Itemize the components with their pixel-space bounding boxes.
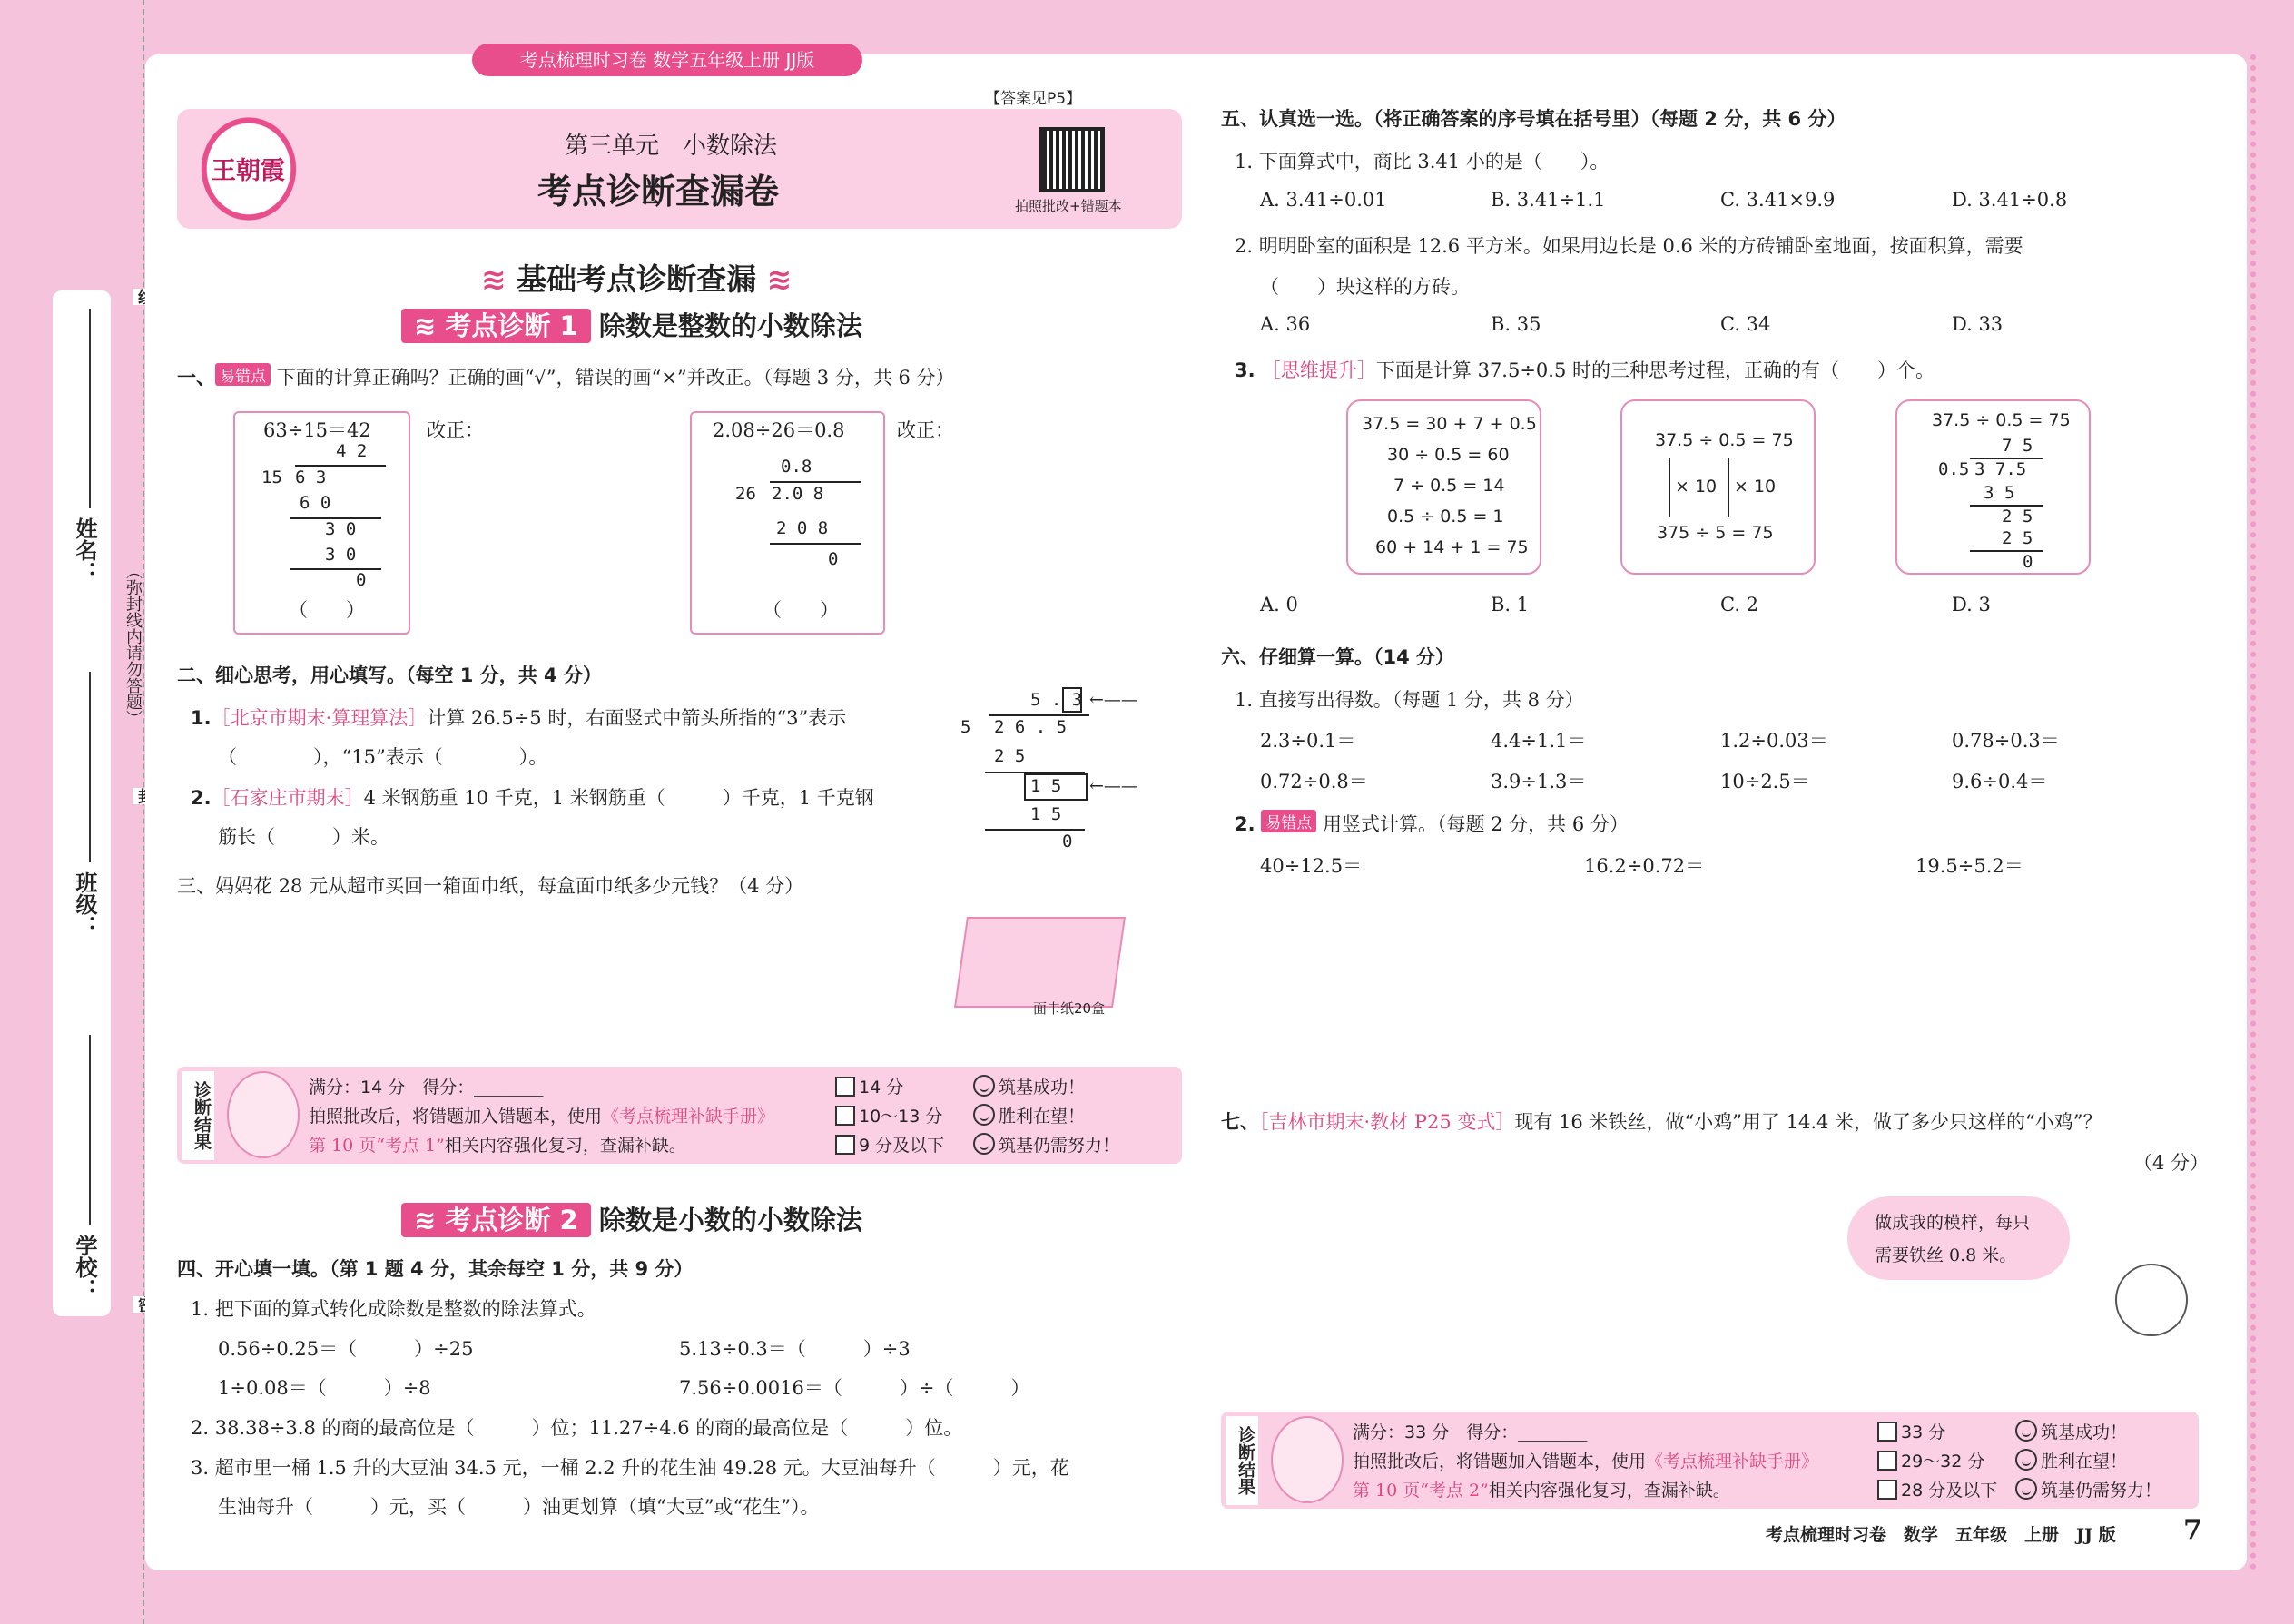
opt-score: 33 分 xyxy=(1901,1422,1946,1442)
result2-advice-a: 拍照批改后，将错题加入错题本，使用 xyxy=(1353,1452,1647,1471)
q6-calc[interactable]: 1.2÷0.03＝ xyxy=(1720,730,1828,752)
q2-div-divisor: 5 xyxy=(960,717,971,737)
q1b-div-divisor: 26 xyxy=(735,484,756,504)
bubble-line2: 需要铁丝 0.8 米。 xyxy=(1875,1245,2017,1265)
q2-div-quotient: 5 . 3 xyxy=(1030,690,1083,710)
q2-div-remainder: 0 xyxy=(1062,832,1073,851)
q6-calc[interactable]: 10÷2.5＝ xyxy=(1720,771,1810,792)
q1a-div-divisor: 15 xyxy=(261,468,282,487)
q2-div-step: 1 5 xyxy=(1030,804,1062,824)
checkbox[interactable] xyxy=(1877,1480,1897,1500)
q6-i2-tag: 易错点 xyxy=(1261,810,1316,832)
q5-i3-optC[interactable]: C. 2 xyxy=(1720,594,1759,615)
diag1-heading xyxy=(401,306,862,343)
opt-score: 10～13 分 xyxy=(859,1107,943,1127)
q5-instruction xyxy=(1221,104,1846,132)
q1-tag: 易错点 xyxy=(215,363,271,386)
result2-msg xyxy=(2015,1477,2161,1501)
opt-score: 9 分及以下 xyxy=(859,1136,945,1156)
q6-vertical[interactable]: 40÷12.5＝ xyxy=(1260,855,1363,877)
q1b-div-bar xyxy=(770,481,861,483)
q6-calc[interactable]: 0.72÷0.8＝ xyxy=(1260,771,1368,792)
footer-text: 考点梳理时习卷 数学 五年级 上册 JJ 版 xyxy=(1766,1525,2116,1545)
box3-dividend: 3 7.5 xyxy=(1974,459,2027,479)
q1b-div-step: 2 0 8 xyxy=(776,518,829,538)
down-arrow-icon xyxy=(1669,458,1670,517)
q2-div-step: 2 5 xyxy=(994,746,1026,766)
box2-mult: × 10 xyxy=(1734,477,1777,497)
q5-i3-src: ［思维提升］ xyxy=(1261,359,1376,381)
q1a-div-step: 3 0 xyxy=(325,545,357,565)
opt-msg: 胜利在望！ xyxy=(2041,1452,2128,1471)
q5-i2-optD[interactable]: D. 33 xyxy=(1952,313,2004,335)
q4-item3a[interactable]: 3. 超市里一桶 1.5 升的大豆油 34.5 元，一桶 2.2 升的花生油 49.28 元。大豆油每升（ ）元，花 xyxy=(191,1457,1069,1479)
checkbox[interactable] xyxy=(1877,1451,1897,1471)
q5-item1[interactable]: 1. 下面算式中，商比 3.41 小的是（ ）。 xyxy=(1235,151,1610,172)
q2-item2-blanks[interactable]: 筋长（ ）米。 xyxy=(218,826,389,848)
tissue-box-image xyxy=(954,917,1126,1008)
result2-page: 第 10 页“考点 2” xyxy=(1353,1481,1489,1501)
q6-calc[interactable]: 4.4÷1.1＝ xyxy=(1491,730,1587,752)
q1a-div-quotient: 4 2 xyxy=(336,441,368,461)
q5-i2-optC[interactable]: C. 34 xyxy=(1720,313,1771,335)
q5-i3-optD[interactable]: D. 3 xyxy=(1952,594,1991,615)
q5-i1-optC[interactable]: C. 3.41×9.9 xyxy=(1720,189,1836,211)
section-title-text: 基础考点诊断查漏 xyxy=(517,261,757,297)
q2-div-highlight xyxy=(1062,687,1082,713)
box2-line: 375 ÷ 5 = 75 xyxy=(1657,523,1774,543)
result1-msg xyxy=(973,1074,1085,1098)
opt-msg: 筑基成功！ xyxy=(2041,1422,2128,1442)
result2-score[interactable]: 满分：33 分 得分：________ xyxy=(1353,1422,1588,1442)
box1-line: 30 ÷ 0.5 = 60 xyxy=(1387,445,1510,465)
q5-item2a: 2. 明明卧室的面积是 12.6 平方米。如果用边长是 0.6 米的方砖铺卧室地面，按面积算，需要 xyxy=(1235,235,2023,257)
result1-opt[interactable] xyxy=(835,1132,944,1156)
result2-opt[interactable] xyxy=(1877,1448,1984,1472)
q1b-fix-label: 改正： xyxy=(897,419,954,441)
q2-i1-src: ［北京市期末·算理算法］ xyxy=(211,707,428,729)
bubble-line1: 做成我的模样，每只 xyxy=(1875,1213,2031,1233)
result1-book: 《考点梳理补缺手册》 xyxy=(602,1107,775,1127)
box3-step: 2 5 xyxy=(2002,528,2033,548)
smiley-icon xyxy=(2015,1449,2037,1471)
class-label: 班级： xyxy=(72,871,97,937)
result1-opt[interactable] xyxy=(835,1074,903,1098)
q5-i2-optB[interactable]: B. 35 xyxy=(1491,313,1541,335)
worksheet-page xyxy=(145,54,2247,1570)
student-info-sidebar xyxy=(53,290,111,1316)
seal-note: （弥封线内请勿答题） xyxy=(123,563,143,726)
smiley-icon xyxy=(2015,1420,2037,1442)
school-label: 学校： xyxy=(72,1235,97,1300)
name-line[interactable] xyxy=(89,309,91,508)
q4-eq3[interactable]: 1÷0.08＝（ ）÷8 xyxy=(218,1377,431,1399)
qr-caption: 拍照批改+错题本 xyxy=(1015,198,1122,214)
wave-icon: ≋ xyxy=(481,261,517,297)
result1-msg xyxy=(973,1103,1085,1127)
result2-opt[interactable] xyxy=(1877,1477,1997,1501)
q6-item1: 1. 直接写出得数。（每题 1 分，共 8 分） xyxy=(1235,689,1584,711)
q6-vertical[interactable]: 16.2÷0.72＝ xyxy=(1584,855,1705,877)
smiley-icon xyxy=(973,1075,995,1097)
q7-body: 现有 16 米铁丝，做“小鸡”用了 14.4 米，做了多少只这样的“小鸡”？ xyxy=(1514,1111,2102,1133)
q5-item3[interactable] xyxy=(1235,356,1935,383)
box3-remainder: 0 xyxy=(2023,552,2033,572)
opt-score: 29～32 分 xyxy=(1901,1452,1985,1471)
box1-line: 60 + 14 + 1 = 75 xyxy=(1375,537,1529,557)
q6-calc[interactable]: 0.78÷0.3＝ xyxy=(1952,730,2060,752)
q7-score: （4 分） xyxy=(2133,1152,2210,1174)
opt-score: 28 分及以下 xyxy=(1901,1481,1998,1501)
diag2-tag: ≋ 考点诊断 2 xyxy=(401,1203,591,1237)
box2-mult: × 10 xyxy=(1675,477,1718,497)
diag1-tag: ≋ 考点诊断 1 xyxy=(401,309,591,343)
result1-score[interactable]: 满分：14 分 得分：________ xyxy=(309,1078,544,1097)
opt-msg: 筑基仍需努力！ xyxy=(2041,1481,2162,1501)
result2-book: 《考点梳理补缺手册》 xyxy=(1646,1452,1819,1471)
smiley-icon xyxy=(973,1104,995,1126)
q1a-div-line xyxy=(290,568,381,570)
q5-i3-text: 下面是计算 37.5÷0.5 时的三种思考过程，正确的有（ ）个。 xyxy=(1375,359,1935,381)
right-border xyxy=(2238,54,2256,1570)
seal-line xyxy=(143,0,144,1624)
page-number: 7 xyxy=(2183,1514,2202,1546)
q5-i1-optA[interactable]: A. 3.41÷0.01 xyxy=(1260,189,1387,211)
result1-advice2 xyxy=(309,1132,686,1156)
q1a-fix-label: 改正： xyxy=(427,419,484,441)
section-title xyxy=(481,256,792,299)
q2-div-line xyxy=(985,829,1085,831)
result2-label: 诊断结果 xyxy=(1226,1416,1258,1505)
q2-i2-text: 4 米钢筋重 10 千克，1 米钢筋重（ ）千克，1 千克钢 xyxy=(363,787,874,809)
q2-i1-text: 计算 26.5÷5 时，右面竖式中箭头所指的“3”表示 xyxy=(427,707,847,729)
q2-instruction: 二、细心思考，用心填写。（每空 1 分，共 4 分） xyxy=(177,664,602,686)
school-line[interactable] xyxy=(89,1035,91,1225)
smiley-icon xyxy=(2015,1478,2037,1500)
q2-div-step: 1 5 xyxy=(1030,776,1062,796)
box3-step: 3 5 xyxy=(1984,483,2015,503)
q6-i2-no: 2. xyxy=(1235,813,1255,835)
q1b-expr: 2.08÷26＝0.8 xyxy=(713,419,845,441)
q5-i3-no: 3. xyxy=(1235,359,1262,381)
opt-msg: 筑基仍需努力！ xyxy=(999,1136,1120,1156)
q6-instruction: 六、仔细算一算。（14 分） xyxy=(1221,646,1455,668)
diag2-tag-text: 考点诊断 2 xyxy=(445,1205,578,1235)
diag1-title: 除数是整数的小数除法 xyxy=(598,310,862,341)
box3-divisor: 0.5 xyxy=(1938,459,1970,479)
q5-i2-optA[interactable]: A. 36 xyxy=(1260,313,1311,335)
qr-code[interactable] xyxy=(1039,127,1105,192)
result2-opt[interactable] xyxy=(1877,1419,1945,1443)
q6-vertical[interactable]: 19.5÷5.2＝ xyxy=(1915,855,2023,877)
opt-msg: 筑基成功！ xyxy=(999,1078,1086,1097)
box1-line: 37.5 = 30 + 7 + 0.5 xyxy=(1362,414,1537,434)
q2-div-dividend: 2 6 . 5 xyxy=(994,717,1068,737)
down-arrow-icon xyxy=(1728,458,1729,517)
result2-advice-b: 相关内容强化复习，查漏补缺。 xyxy=(1488,1481,1730,1501)
result1-advice xyxy=(309,1103,774,1127)
box3-quotient: 7 5 xyxy=(2002,436,2033,456)
q4-instruction: 四、开心填一填。（第 1 题 4 分，其余每空 1 分，共 9 分） xyxy=(177,1258,694,1280)
q1a-div-step: 3 0 xyxy=(325,519,357,539)
q2-i2-no: 2. xyxy=(191,787,212,809)
q5-i1-optD[interactable]: D. 3.41÷0.8 xyxy=(1952,189,2068,211)
q1a-div-remainder: 0 xyxy=(356,570,367,590)
q5-head: 五、认真选一选。（将正确答案的序号填在括号里）（每题 2 分，共 6 分） xyxy=(1221,108,1846,130)
q6-i2-text: 用竖式计算。（每题 2 分，共 6 分） xyxy=(1322,813,1629,835)
diag2-title: 除数是小数的小数除法 xyxy=(598,1205,862,1235)
q1b-div-line xyxy=(770,543,861,545)
box1-line: 7 ÷ 0.5 = 14 xyxy=(1393,476,1505,496)
arrow-left-icon: ←—— xyxy=(1089,690,1138,710)
q2-div-bar xyxy=(989,714,1089,716)
name-label: 姓名： xyxy=(72,517,97,583)
q5-i3-optB[interactable]: B. 1 xyxy=(1491,594,1530,615)
box1-line: 0.5 ÷ 0.5 = 1 xyxy=(1387,507,1504,527)
girl-avatar xyxy=(227,1071,300,1158)
q1a-answer-paren[interactable]: （ ） xyxy=(289,599,365,621)
q6-calc[interactable]: 3.9÷1.3＝ xyxy=(1491,771,1587,792)
q1-instruction xyxy=(177,363,955,390)
q7-src: ［吉林市期末·教材 P25 变式］ xyxy=(1259,1111,1515,1133)
q1b-div-remainder: 0 xyxy=(828,549,839,569)
chick-illustration xyxy=(2115,1264,2188,1336)
q4-eq4[interactable]: 7.56÷0.0016＝（ ）÷（ ） xyxy=(679,1377,1030,1399)
result1-label: 诊断结果 xyxy=(182,1071,214,1160)
q7-text xyxy=(1221,1107,2102,1135)
box3-line: 37.5 ÷ 0.5 = 75 xyxy=(1932,410,2071,430)
smiley-icon xyxy=(973,1133,995,1155)
result1-msg xyxy=(973,1132,1119,1156)
main-title: 考点诊断查漏卷 xyxy=(537,172,780,212)
q6-calc[interactable]: 2.3÷0.1＝ xyxy=(1260,730,1356,752)
unit-title: 第三单元 小数除法 xyxy=(565,133,778,160)
q1b-div-dividend: 2.0 8 xyxy=(772,484,824,504)
result2-advice2 xyxy=(1353,1477,1730,1501)
checkbox[interactable] xyxy=(1877,1422,1897,1442)
result1-page: 第 10 页“考点 1” xyxy=(309,1136,445,1156)
q1a-div-bar xyxy=(295,465,386,467)
q1-head: 一、 xyxy=(177,367,215,389)
answer-reference: 【答案见P5】 xyxy=(985,90,1082,108)
q6-item2 xyxy=(1235,810,1629,837)
top-tab: 考点梳理时习卷 数学五年级上册 JJ版 xyxy=(472,44,862,76)
q1-text: 下面的计算正确吗？正确的画“√”，错误的画“×”并改正。（每题 3 分，共 6 分） xyxy=(276,367,955,389)
result2-msg xyxy=(2015,1448,2127,1472)
q4-item1: 1. 把下面的算式转化成除数是整数的除法算式。 xyxy=(191,1298,596,1320)
class-line[interactable] xyxy=(89,672,91,862)
result1-advice-a: 拍照批改后，将错题加入错题本，使用 xyxy=(309,1107,603,1127)
q5-item2b[interactable]: （ ）块这样的方砖。 xyxy=(1260,276,1470,298)
q2-i2-src: ［石家庄市期末］ xyxy=(211,787,364,809)
q5-i3-optA[interactable]: A. 0 xyxy=(1260,594,1298,615)
result2-msg xyxy=(2015,1419,2127,1443)
logo-text: 王朝霞 xyxy=(212,157,285,185)
checkbox[interactable] xyxy=(835,1077,855,1097)
arrow-left-icon: ←—— xyxy=(1089,776,1138,796)
brand-logo xyxy=(195,111,302,227)
q2-i1-no: 1. xyxy=(191,707,212,729)
checkbox[interactable] xyxy=(835,1106,855,1126)
q2-item1 xyxy=(191,704,846,731)
method-box-2 xyxy=(1620,399,1816,575)
q2-item2 xyxy=(191,783,874,811)
q4-eq2[interactable]: 5.13÷0.3＝（ ）÷3 xyxy=(679,1338,911,1360)
checkbox[interactable] xyxy=(835,1135,855,1155)
opt-msg: 胜利在望！ xyxy=(999,1107,1086,1127)
diag2-heading xyxy=(401,1200,862,1237)
q4-eq1[interactable]: 0.56÷0.25＝（ ）÷25 xyxy=(218,1338,474,1360)
q6-calc[interactable]: 9.6÷0.4＝ xyxy=(1952,771,2048,792)
q1b-answer-paren[interactable]: （ ） xyxy=(763,599,839,621)
q1a-div-dividend: 6 3 xyxy=(295,468,327,487)
opt-score: 14 分 xyxy=(859,1078,904,1097)
q1b-div-quotient: 0.8 xyxy=(781,457,812,477)
q5-i1-optB[interactable]: B. 3.41÷1.1 xyxy=(1491,189,1606,211)
box2-line: 37.5 ÷ 0.5 = 75 xyxy=(1655,430,1794,450)
box3-step: 2 5 xyxy=(2002,507,2033,527)
q7-head: 七、 xyxy=(1221,1111,1259,1133)
q2-item1-blanks[interactable]: （ ），“15”表示（ ）。 xyxy=(218,746,548,768)
wave-icon: ≋ xyxy=(756,261,793,297)
girl-avatar xyxy=(1271,1416,1344,1503)
result1-advice-b: 相关内容强化复习，查漏补缺。 xyxy=(444,1136,686,1156)
tissue-box-caption: 面巾纸20盒 xyxy=(1033,1000,1106,1017)
q3-text: 三、妈妈花 28 元从超市买回一箱面巾纸，每盒面巾纸多少元钱？（4 分） xyxy=(177,875,804,897)
diag1-tag-text: 考点诊断 1 xyxy=(445,310,578,341)
q4-item3b[interactable]: 生油每升（ ）元，买（ ）油更划算（填“大豆”或“花生”）。 xyxy=(218,1496,820,1518)
q1a-div-step: 6 0 xyxy=(300,493,331,513)
result2-advice xyxy=(1353,1448,1818,1472)
q1a-expr: 63÷15＝42 xyxy=(263,419,371,441)
q4-item2[interactable]: 2. 38.38÷3.8 的商的最高位是（ ）位；11.27÷4.6 的商的最高位是（ ）位。 xyxy=(191,1417,963,1439)
result1-opt[interactable] xyxy=(835,1103,942,1127)
